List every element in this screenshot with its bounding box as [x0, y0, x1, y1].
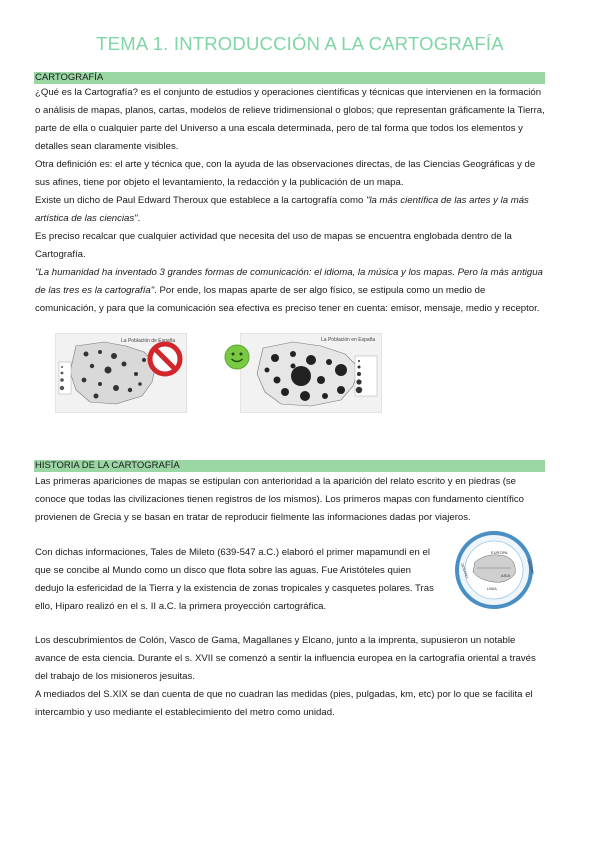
paragraph-communication	[35, 264, 547, 318]
paragraph-metric-system: A mediados del S.XIX se dan cuenta de que no cuadran las medidas (pies, pulgadas, km, etc) por lo que se facilita el intercambio y uso mediante el establecimiento del metro como unidad.	[35, 689, 533, 719]
communication-text: . Por ende, los mapas aparte de ser algo físico, se estipula como un medio de comunicación, y para que la comunicación sea efectiva es preciso tener en cuenta: emisor, mensaje, medio y receptor.	[35, 285, 540, 315]
paragraph-tales-aristoteles: Con dichas informaciones, Tales de Mileto (639-547 a.C.) elaboró el primer mapamundi en el que se concibe al Mundo como un disco que flota sobre las aguas. Fue Aristóteles quien dedujo la esfericidad de la Tierra y la existencia de zonas tropicales y casquetes polares. Tras ello, Hiparo realizó en el s. II a.C. la primera proyección cartográfica.	[35, 547, 434, 613]
section-heading-cartografia: CARTOGRAFÍA	[34, 72, 545, 84]
population-map-good	[240, 333, 382, 413]
theroux-quote: "la más científica de las artes y la más artística de las ciencias"	[35, 195, 529, 225]
globe-label-oceano-right: OCEANO	[526, 558, 536, 575]
map-good-title: La Población en España	[321, 337, 376, 343]
globe-label-asia: ASIA	[501, 573, 511, 578]
paragraph-theroux-quote	[35, 192, 547, 228]
smiley-icon	[223, 343, 251, 371]
paragraph-second-definition: Otra definición es: el arte y técnica que, con la ayuda de las observaciones directas, de las Ciencias Geográficas y de sus afines, tiene por objeto el levantamiento, la redacción y la publicación de un mapa.	[35, 159, 536, 189]
globe-label-oceano-left: OCEANO	[460, 562, 470, 579]
paragraph-activity: Es preciso recalcar que cualquier actividad que necesita del uso de mapas se encuentra englobada dentro de la Cartografía.	[35, 231, 512, 261]
paragraph-discoveries: Los descubrimientos de Colón, Vasco de Gama, Magallanes y Elcano, junto a la imprenta, supusieron un notable avance de esta ciencia. Durante el s. XVII se comenzó a sentir la influencia europea en la cartografía oriental a través del trabajo de los misioneros jesuitas.	[35, 635, 536, 683]
theroux-end: .	[137, 213, 141, 225]
section-heading-historia: HISTORIA DE LA CARTOGRAFÍA	[34, 460, 545, 472]
globe-label-libia: LIBIA	[487, 586, 497, 591]
document-title: TEMA 1. INTRODUCCIÓN A LA CARTOGRAFÍA	[96, 33, 504, 54]
ancient-world-map-figure	[447, 530, 541, 610]
map-bad-title: La Población de España	[121, 338, 176, 344]
prohibited-icon	[147, 341, 183, 377]
globe-label-europa: EUROPA	[491, 550, 508, 555]
communication-quote: "La humanidad ha inventado 3 grandes formas de comunicación: el idioma, la música y los mapas. Pero la más antigua de las tres es la cartografía"	[35, 267, 543, 297]
map-good-graphic	[241, 334, 381, 412]
population-maps-figure	[55, 333, 380, 411]
theroux-intro: Existe un dicho de Paul Edward Theroux que establece a la cartografía como	[35, 195, 367, 206]
paragraph-definition: ¿Qué es la Cartografía? es el conjunto de estudios y operaciones científicas y técnicas que intervienen en la formación o análisis de mapas, planos, cartas, modelos de relieve tridimensional o globos; que representan gráficamente la Tierra, parte de ella o cualquier parte del Universo a una escala determinada, pero de tal forma que todos los elementos y detalles sean claramente visibles.	[35, 87, 545, 153]
paragraph-first-maps: Las primeras apariciones de mapas se estipulan con anterioridad a la aparición del relato escrito y en piedras (se conoce que todas las civilizaciones tienen registros de los mismos). Los primeros mapas con fundamento científico provienen de Grecia y se basan en tratar de reproducir fielmente las informaciones dadas por viajeros.	[35, 476, 524, 524]
